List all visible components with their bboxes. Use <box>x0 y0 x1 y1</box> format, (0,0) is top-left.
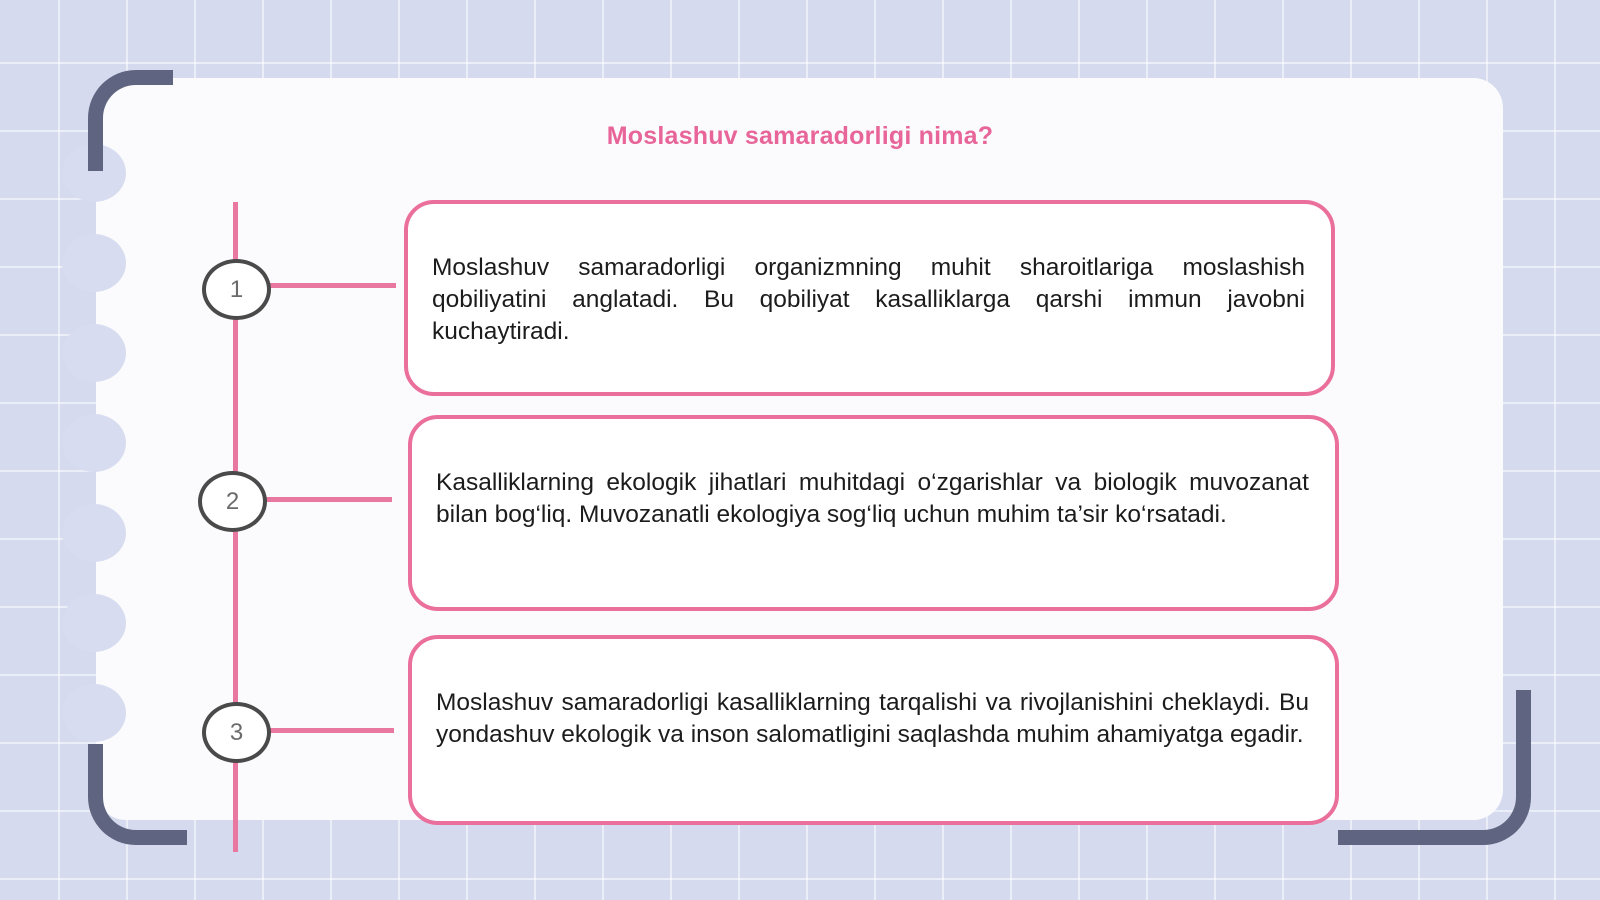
notebook-hole <box>62 594 126 652</box>
step-number-2: 2 <box>198 471 267 532</box>
corner-bracket-bottom-right <box>1338 690 1531 845</box>
step-number-1: 1 <box>202 259 271 320</box>
notebook-hole <box>62 684 126 742</box>
text-box-1 <box>404 200 1335 396</box>
notebook-hole <box>62 324 126 382</box>
notebook-hole <box>62 414 126 472</box>
text-box-1-text: Moslashuv samaradorligi organizmning muhit sharoitlariga moslashish qobiliyatini anglatadi. Bu qobiliyat kasalliklarga qarshi immun javobni kuchaytiradi. <box>432 254 1305 345</box>
step-number-3: 3 <box>202 702 271 763</box>
corner-bracket-bottom-left <box>88 744 187 845</box>
connector-line <box>266 728 394 733</box>
text-box-3 <box>408 635 1339 825</box>
notebook-hole <box>62 504 126 562</box>
connector-line <box>266 283 396 288</box>
notebook-hole <box>62 234 126 292</box>
connector-line <box>262 497 392 502</box>
text-box-3-text: Moslashuv samaradorligi kasalliklarning tarqalishi va rivojlanishini cheklaydi. Bu yondashuv ekologik va inson salomatligini saqlashda muhim ahamiyatga egadir. <box>436 689 1309 748</box>
slide-title: Moslashuv samaradorligi nima? <box>606 122 994 150</box>
text-box-2 <box>408 415 1339 611</box>
text-box-2-text: Kasalliklarning ekologik jihatlari muhitdagi o‘zgarishlar va biologik muvozanat bilan bog‘liq. Muvozanatli ekologiya sog‘liq uchun muhim ta’sir ko‘rsatadi. <box>436 469 1309 528</box>
corner-bracket-top-left <box>88 70 173 171</box>
